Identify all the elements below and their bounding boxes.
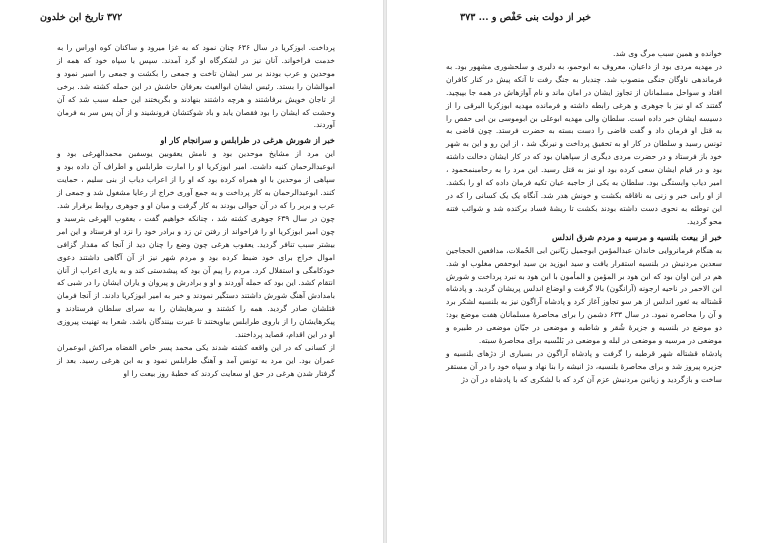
paragraph: پادشاه قشتاله شهر قرطبه را گرفت و پادشاه آراگون در بسیاری از دژهای بلنسیه و جزیره پیروز شد و برای محاصرهٔ بلنسیه، دژ انیشه را بنا نهاد و سپاه خود را در آن مستقر ساخت و بازگردید و زیانبن مردنیش عزم آن کرد که با لشکری که با پادشاه در آن دژ xyxy=(446,348,722,384)
page-header: ۳۷۲ تاریخ ابن خلدون xyxy=(40,12,123,23)
section-heading: خبر از بیعت بلنسیه و مرسیه و مردم شرق اندلس xyxy=(552,231,722,242)
paragraph: در مهدیه مردی بود از داعیان، معروف به ابوحمو، به دلیری و سلحشوری مشهور بود. به فرماندهی ناوگان جنگی منصوب شد. چندبار به جنگ رفت تا آنکه پیش در کنار کافران افتاد و سواحل مسلمانان از تجاوز ایشان در امان ماند و نام آوازهاش در همه جا بپیچید. گفتند که او نیز با جوهری و هرغی رابطه داشته و فرمانده مهدیه ابوزکریا البرقی را از دسیسه ایشان خبر داده است. سلطان والی مهدیه ابوعلی بن ابوموسی بن ابی حفص را به قتل او فرمان داد و گفت قاضی را دست بسته به حضرت فرستد. چون قاضی به تونس رسید و سلطان در کار او به تحقیق پرداخت و نیرنگ شد ، از این رو و این به شهر خود باز فرستاد و در حضرت مردی دیگری از سپاهیان بود که در کار ایشان دخالت داشته بود و در قیام ایشان سعی کرده بود او نیز به قتل رسید. این مرد را به رحامبنمحمود ، امیر دیاب وابستگی بود. سلطان به یکی از حاجبه عیان تکیه فرمان داده که او را بکشد. از او رابی خبر و زنی به ناقاقه بکشت و خونش هدر شد. آنگاه یک یک کسانی را که در این توطئه به نحوی دست داشته بودند بکشت تا ریشهٔ فساد برکنده شد و شوائب فتنه محو گردید. xyxy=(446,61,722,226)
paragraph: خوانده و همین سبب مرگ وی شد. xyxy=(613,49,722,58)
page-body xyxy=(57,42,335,381)
page-body xyxy=(446,48,722,387)
paragraph: از کسانی که در این واقعه کشته شدند یکی محمد پسر خاص القضاه مراکش ابوعمران عمران بود. این مرد به تونس آمد و آهنگ طرابلس نمود و به ابن هرغی رسید. بعد از گرفتار شدن هرغی در حق او سعایت کردند که خطبهٔ روز بیعت را او xyxy=(57,342,335,378)
paragraph: به هنگام فرمانروایی خاندان عبدالمؤمن ابوجمیل زیّانبن ابی الحُملات، مدافعین الحجاجین سعدبن مردنیش در بلنسیه استقرار یافت و سید ابوزید بن سید ابوحفص مغلوب او شد. هم در این اوان بود که ابن هود بر المؤمن و المأمون با ابن هود به نبرد پرداخت و شورش ابن الاحمر در ناحیه ارجونه (آرانگون) بالا گرفت و اوضاع اندلس پریشان گردید. و پادشاه قَشتاله به ثغور اندلس از هر سو تجاوز آغاز کرد و پادشاه آراگون نیز به بلنسیه لشکر برد و آن را محاصره نمود. در سال ۶۳۳ دشمن را برای محاصرهٔ مسلمانان هفت موضع بود: دو موضع در بلنسیه و جزیرهٔ شُقر و شاطبه و موضعی در جیّان موضعی در طبیره و موضعی در مرسیه و موضعی در لبله و موضعی در بَلنْسیه برای محاصرهٔ سبته. xyxy=(446,245,722,346)
right-page xyxy=(387,0,770,543)
section-heading: خبر از شورش هرغی در طرابلس و سرانجام کار او xyxy=(160,135,335,146)
paragraph: پرداخت. ابوزکریا در سال ۶۳۶ چنان نمود که به غزا میرود و ساکنان کوه اوراس را به خدمت فراخواند. آنان نیز در لشکرگاه او گرد آمدند. سپس با سپاه خود که همه از موحدین و عرب بودند بر سر ایشان تاخت و جمعی را بکشت و جمعی را اسیر نمود و اموالشان را بستد. رئیس ایشان ابوالغیث بعرفان حاشش در این حمله کشته شد. برخی از تاجان خویش برفاشتند و هرچه داشتند بنهادند و بگریختند این حمله سبب شد که آن وحشت که ایشان را بود فقصان یابد و باد شوکتشان فرونشیند و از آن پس سر به فرمان آوردند. xyxy=(57,43,335,130)
page-header: خبر از دولت بنی حَفْص و ... ۳۷۳ xyxy=(460,12,591,23)
paragraph: این مرد از مشایخ موحدین بود و نامش یعقوبین یوسفبن محمدالهرغی بود و ابوعبدالرحمان کنیه داشت. امیر ابوزکریا او را امارت طرابلس و اطراف آن داده بود و سپاهی از موحدین با او همراه کرده بود که او را از اعراب دیاب از بنی سلیم ، حمایت کنند. ابوعبدالرحمان به کار پرداخت و به جمع آوری خراج از رعایا مشغول شد و جمعی از عرب و بربر را که در آن حوالی بودند به کار گرفت و میان او و جوهری روابط برقرار شد. چون در سال ۶۳۹ جوهری کشته شد ، چنانکه خواهیم گفت ، یعقوب الهرغی بترسید و چون امیر ابوزکریا او را فراخواند از رفتن تن زد و برادر خود را نزد او فرستاد و این امر بیشتر سبب تنافر گردید. یعقوب هرغی چون وضع را چنان دید از آنجا که مقدار گزافی اموال خراج برای خود ضبط کرده بود و مردم شهر نیز از آن آگاهی داشتند دعوی خودکامگی و استقلال کرد. مردم را پیم آن بود که پیشدستی کند و به یاری اعراب از آنان انتقام کشد. این بود که حمله آوردند و او و برادرش و پیروان و یاران ایشان را در شبی که بامدادش آهنگ شورش داشتند دستگیر نمودند و خبر به امیر ابوزکریا دادند. از آنجا فرمان قتلشان صادر گردید. همه را کشتند و سرهایشان را به سرای سلطان فرستادند و پیکرهایشان را از باروی طرابلس بیاویختند تا عبرت بینندگان باشد. شعرا به تهنیت پیروزی او در این اقدام، قصاید پرداختند. xyxy=(57,149,335,340)
left-page xyxy=(0,0,383,543)
